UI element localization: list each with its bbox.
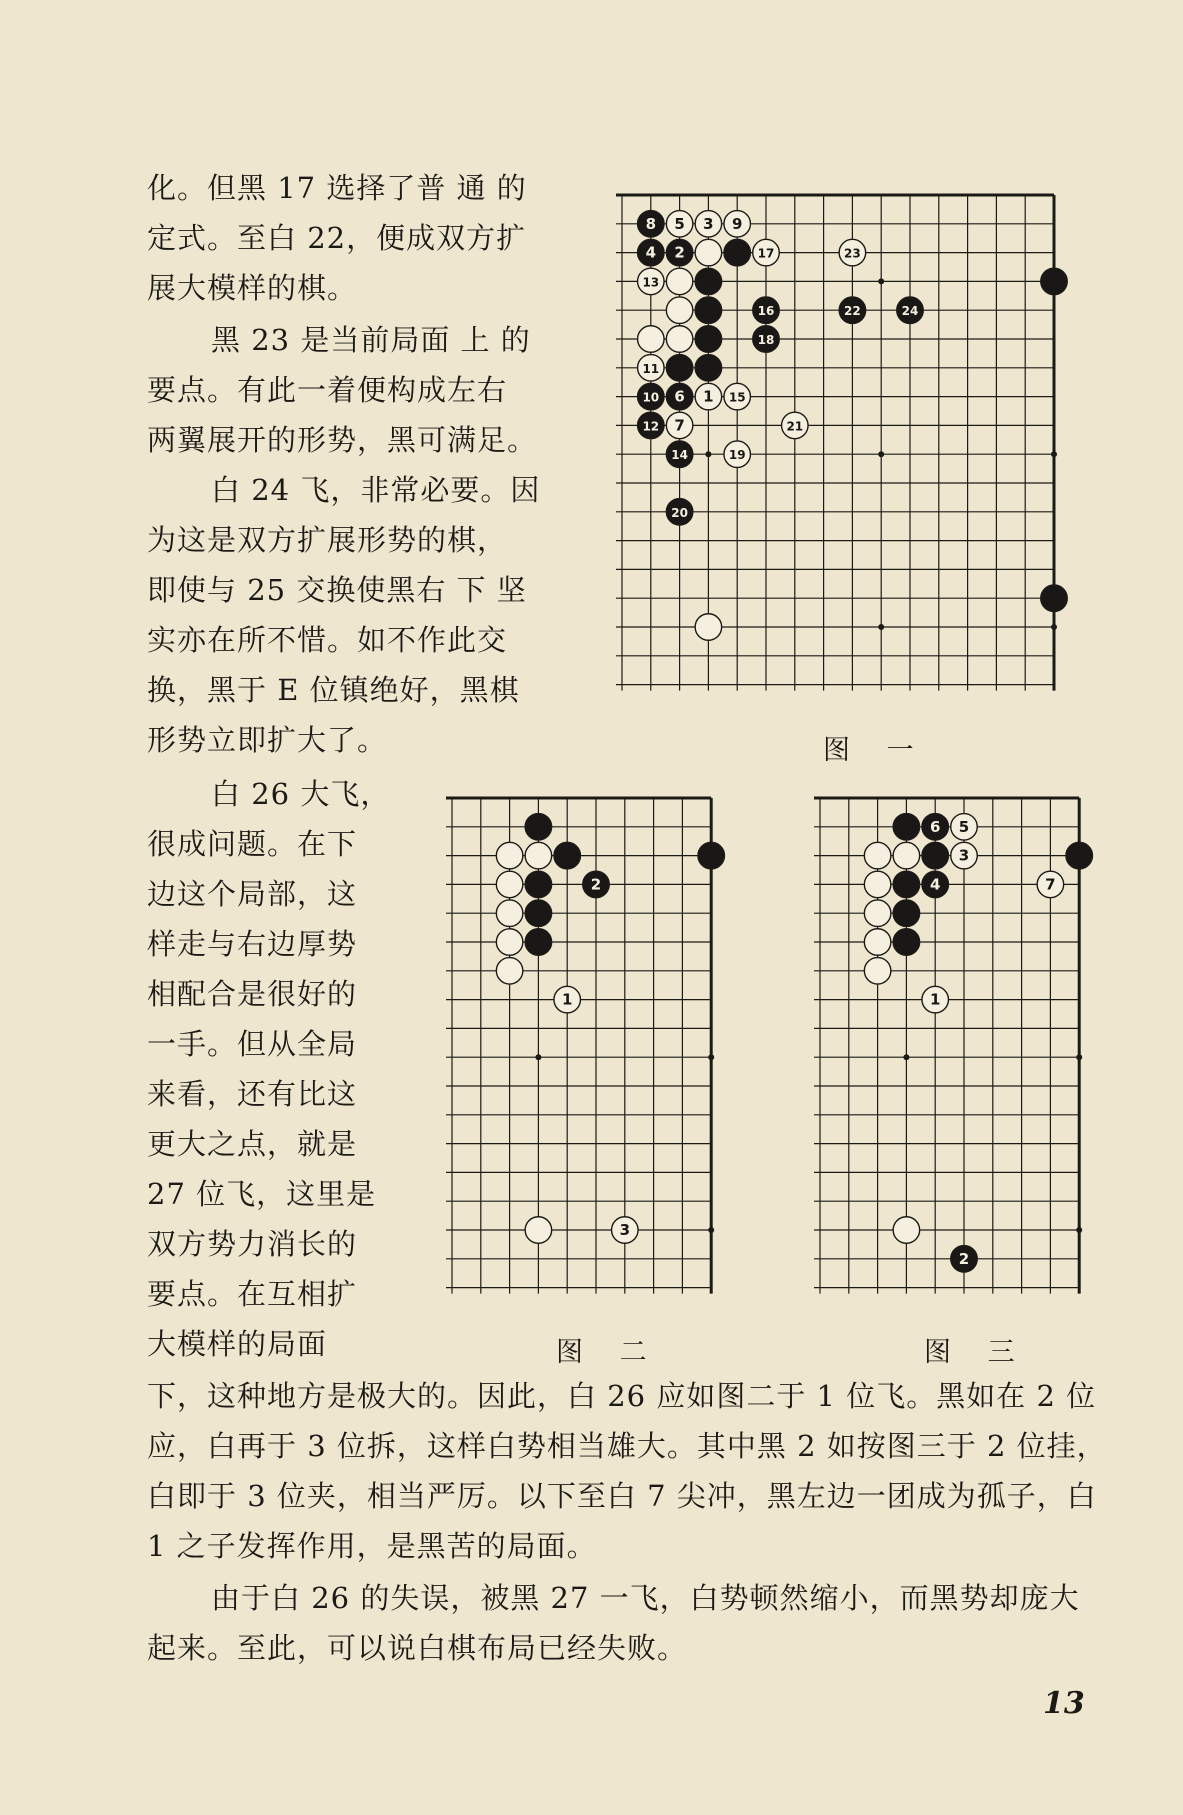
text-line: 黑 23 是当前局面 上 的 xyxy=(211,323,531,357)
text-line: 化。但黑 17 选择了普 通 的 xyxy=(147,171,527,205)
text-line: 27 位飞，这里是 xyxy=(147,1177,377,1211)
star-point xyxy=(705,451,711,457)
black-stone xyxy=(1066,842,1092,868)
black-stone xyxy=(695,297,721,323)
move-number: 17 xyxy=(757,246,775,261)
white-stone xyxy=(666,297,692,323)
star-point xyxy=(878,278,884,284)
text-line: 下，这种地方是极大的。因此，白 26 应如图二于 1 位飞。黑如在 2 位 xyxy=(147,1379,1097,1413)
move-number: 20 xyxy=(671,505,688,520)
black-stone xyxy=(893,814,919,840)
black-stone xyxy=(1041,585,1067,611)
black-stone xyxy=(666,355,692,381)
text-line: 很成问题。在下 xyxy=(147,827,358,861)
black-stone xyxy=(525,929,551,955)
white-stone xyxy=(638,326,664,352)
move-number: 16 xyxy=(757,304,775,319)
white-stone xyxy=(893,1217,919,1243)
white-stone xyxy=(893,842,919,868)
move-number: 4 xyxy=(929,875,941,894)
text-line: 白 24 飞，非常必要。因 xyxy=(211,473,541,507)
white-stone xyxy=(864,900,890,926)
move-number: 5 xyxy=(674,214,685,233)
text-line: 由于白 26 的失误，被黑 27 一飞，白势顿然缩小，而黑势却庞大 xyxy=(211,1581,1080,1615)
white-stone xyxy=(496,900,522,926)
white-stone xyxy=(496,871,522,897)
move-number: 18 xyxy=(757,333,775,347)
text-line: 换，黑于 E 位镇绝好，黑棋 xyxy=(147,673,520,707)
star-point xyxy=(903,1054,909,1060)
black-stone xyxy=(554,842,580,868)
text-line: 样走与右边厚势 xyxy=(147,927,358,961)
text-line: 一手。但从全局 xyxy=(147,1027,358,1061)
move-number: 24 xyxy=(901,304,919,319)
white-stone xyxy=(666,326,692,352)
move-number: 12 xyxy=(642,419,660,434)
move-number: 22 xyxy=(844,304,861,319)
white-stone xyxy=(525,1217,551,1243)
move-number: 1 xyxy=(703,387,714,406)
text-line: 更大之点，就是 xyxy=(147,1127,358,1161)
black-stone xyxy=(695,268,721,294)
move-number: 4 xyxy=(645,243,657,262)
star-point xyxy=(708,1227,714,1233)
star-point xyxy=(878,624,884,630)
white-stone xyxy=(525,842,551,868)
black-stone xyxy=(525,871,551,897)
text-line: 形势立即扩大了。 xyxy=(147,723,388,757)
move-number: 19 xyxy=(728,448,746,463)
move-number: 14 xyxy=(671,448,688,463)
move-number: 10 xyxy=(642,390,660,405)
move-number: 3 xyxy=(619,1221,631,1239)
move-number: 2 xyxy=(674,243,685,262)
black-stone xyxy=(695,326,721,352)
move-number: 15 xyxy=(728,390,746,405)
move-number: 11 xyxy=(642,361,660,376)
white-stone xyxy=(864,958,890,984)
text-line: 白 26 大飞， xyxy=(211,777,391,811)
go-board xyxy=(808,786,1134,1302)
move-number: 3 xyxy=(958,846,970,865)
white-stone xyxy=(864,929,890,955)
move-number: 8 xyxy=(645,214,657,233)
black-stone xyxy=(525,900,551,926)
go-board xyxy=(440,786,766,1302)
star-point xyxy=(1076,1227,1082,1233)
move-number: 13 xyxy=(642,275,660,290)
move-number: 6 xyxy=(674,387,685,406)
star-point xyxy=(1051,624,1057,630)
star-point xyxy=(878,451,884,457)
black-stone xyxy=(893,871,919,897)
go-diagram-3 xyxy=(808,786,1134,1302)
text-line: 要点。有此一着便构成左右 xyxy=(147,373,508,407)
text-line: 相配合是很好的 xyxy=(147,977,358,1011)
text-line: 双方势力消长的 xyxy=(147,1227,358,1261)
text-line: 实亦在所不惜。如不作此交 xyxy=(147,623,508,657)
white-stone xyxy=(496,842,522,868)
black-stone xyxy=(1041,268,1067,294)
star-point xyxy=(1051,451,1057,457)
text-line: 起来。至此，可以说白棋布局已经失败。 xyxy=(147,1631,688,1665)
black-stone xyxy=(698,842,724,868)
go-board xyxy=(610,183,1120,703)
move-number: 21 xyxy=(786,419,804,434)
white-stone xyxy=(666,268,692,294)
text-line: 来看，还有比这 xyxy=(147,1077,358,1111)
white-stone xyxy=(695,614,721,640)
move-number: 6 xyxy=(929,817,941,836)
move-number: 23 xyxy=(844,246,861,261)
star-point xyxy=(535,1054,541,1060)
page-number: 13 xyxy=(1043,1686,1085,1721)
text-line: 白即于 3 位夹，相当严厉。以下至白 7 尖冲，黑左边一团成为孤子，白 xyxy=(147,1479,1097,1513)
text-line: 为这是双方扩展形势的棋， xyxy=(147,523,508,557)
move-number: 2 xyxy=(590,875,602,894)
text-line: 大模样的局面 xyxy=(147,1327,328,1361)
white-stone xyxy=(864,842,890,868)
move-number: 1 xyxy=(929,990,941,1009)
text-line: 即使与 25 交换使黑右 下 坚 xyxy=(147,573,527,607)
move-number: 5 xyxy=(958,817,970,836)
black-stone xyxy=(695,355,721,381)
text-line: 两翼展开的形势，黑可满足。 xyxy=(147,423,538,457)
white-stone xyxy=(496,929,522,955)
move-number: 9 xyxy=(731,214,743,233)
move-number: 2 xyxy=(958,1249,970,1268)
text-line: 定式。至白 22，便成双方扩 xyxy=(147,221,527,255)
black-stone xyxy=(724,239,750,265)
text-line: 1 之子发挥作用，是黑苦的局面。 xyxy=(147,1529,597,1563)
black-stone xyxy=(893,900,919,926)
text-line: 展大模样的棋。 xyxy=(147,271,358,305)
diagram-caption: 图 一 xyxy=(823,735,928,766)
black-stone xyxy=(922,842,948,868)
move-number: 1 xyxy=(561,990,573,1009)
go-diagram-2 xyxy=(440,786,766,1302)
move-number: 7 xyxy=(674,416,685,435)
text-line: 边这个局部，这 xyxy=(147,877,358,911)
move-number: 7 xyxy=(1045,875,1056,894)
star-point xyxy=(708,1054,714,1060)
white-stone xyxy=(695,239,721,265)
star-point xyxy=(1076,1054,1082,1060)
move-number: 3 xyxy=(703,214,714,233)
black-stone xyxy=(893,929,919,955)
diagram-caption: 图 二 xyxy=(556,1337,661,1368)
white-stone xyxy=(496,958,522,984)
white-stone xyxy=(864,871,890,897)
go-diagram-1 xyxy=(610,183,1120,703)
text-line: 应，白再于 3 位拆，这样白势相当雄大。其中黑 2 如按图三于 2 位挂， xyxy=(147,1429,1107,1463)
text-line: 要点。在互相扩 xyxy=(147,1277,358,1311)
black-stone xyxy=(525,814,551,840)
diagram-caption: 图 三 xyxy=(924,1337,1029,1368)
